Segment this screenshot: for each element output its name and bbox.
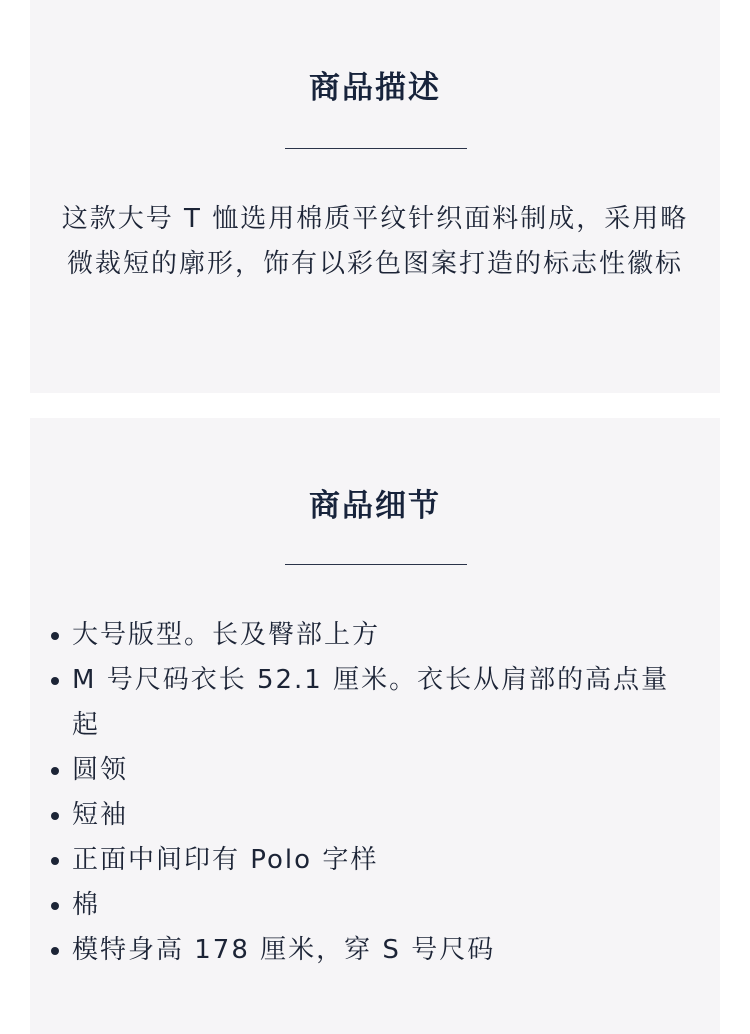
list-item-text: 短袖 xyxy=(72,800,129,830)
list-item xyxy=(72,658,692,748)
bullet-icon xyxy=(51,767,59,775)
list-item xyxy=(72,613,692,658)
product-details-title: 商品细节 xyxy=(309,488,441,524)
list-item-text: M 号尺码衣长 52.1 厘米。衣长从肩部的高点量起 xyxy=(72,665,670,740)
bullet-icon xyxy=(51,857,59,865)
title-divider xyxy=(285,148,467,149)
list-item-text: 正面中间印有 Polo 字样 xyxy=(72,845,379,875)
list-item xyxy=(72,883,692,928)
bullet-icon xyxy=(51,812,59,820)
product-details-panel xyxy=(30,418,720,1034)
list-item-text: 棉 xyxy=(72,890,101,920)
product-details-list xyxy=(72,613,692,973)
list-item-text: 模特身高 178 厘米，穿 S 号尺码 xyxy=(72,935,496,965)
list-item xyxy=(72,748,692,793)
list-item xyxy=(72,928,692,973)
bullet-icon xyxy=(51,632,59,640)
list-item xyxy=(72,838,692,883)
product-description-text: 这款大号 T 恤选用棉质平纹针织面料制成，采用略微裁短的廓形，饰有以彩色图案打造的标志性徽标 xyxy=(61,204,689,279)
list-item-text: 圆领 xyxy=(72,755,129,785)
bullet-icon xyxy=(51,947,59,955)
product-description-title: 商品描述 xyxy=(309,70,441,106)
product-description-panel xyxy=(30,0,720,393)
list-item-text: 大号版型。长及臀部上方 xyxy=(72,620,381,650)
title-divider xyxy=(285,564,467,565)
bullet-icon xyxy=(51,677,59,685)
bullet-icon xyxy=(51,902,59,910)
list-item xyxy=(72,793,692,838)
